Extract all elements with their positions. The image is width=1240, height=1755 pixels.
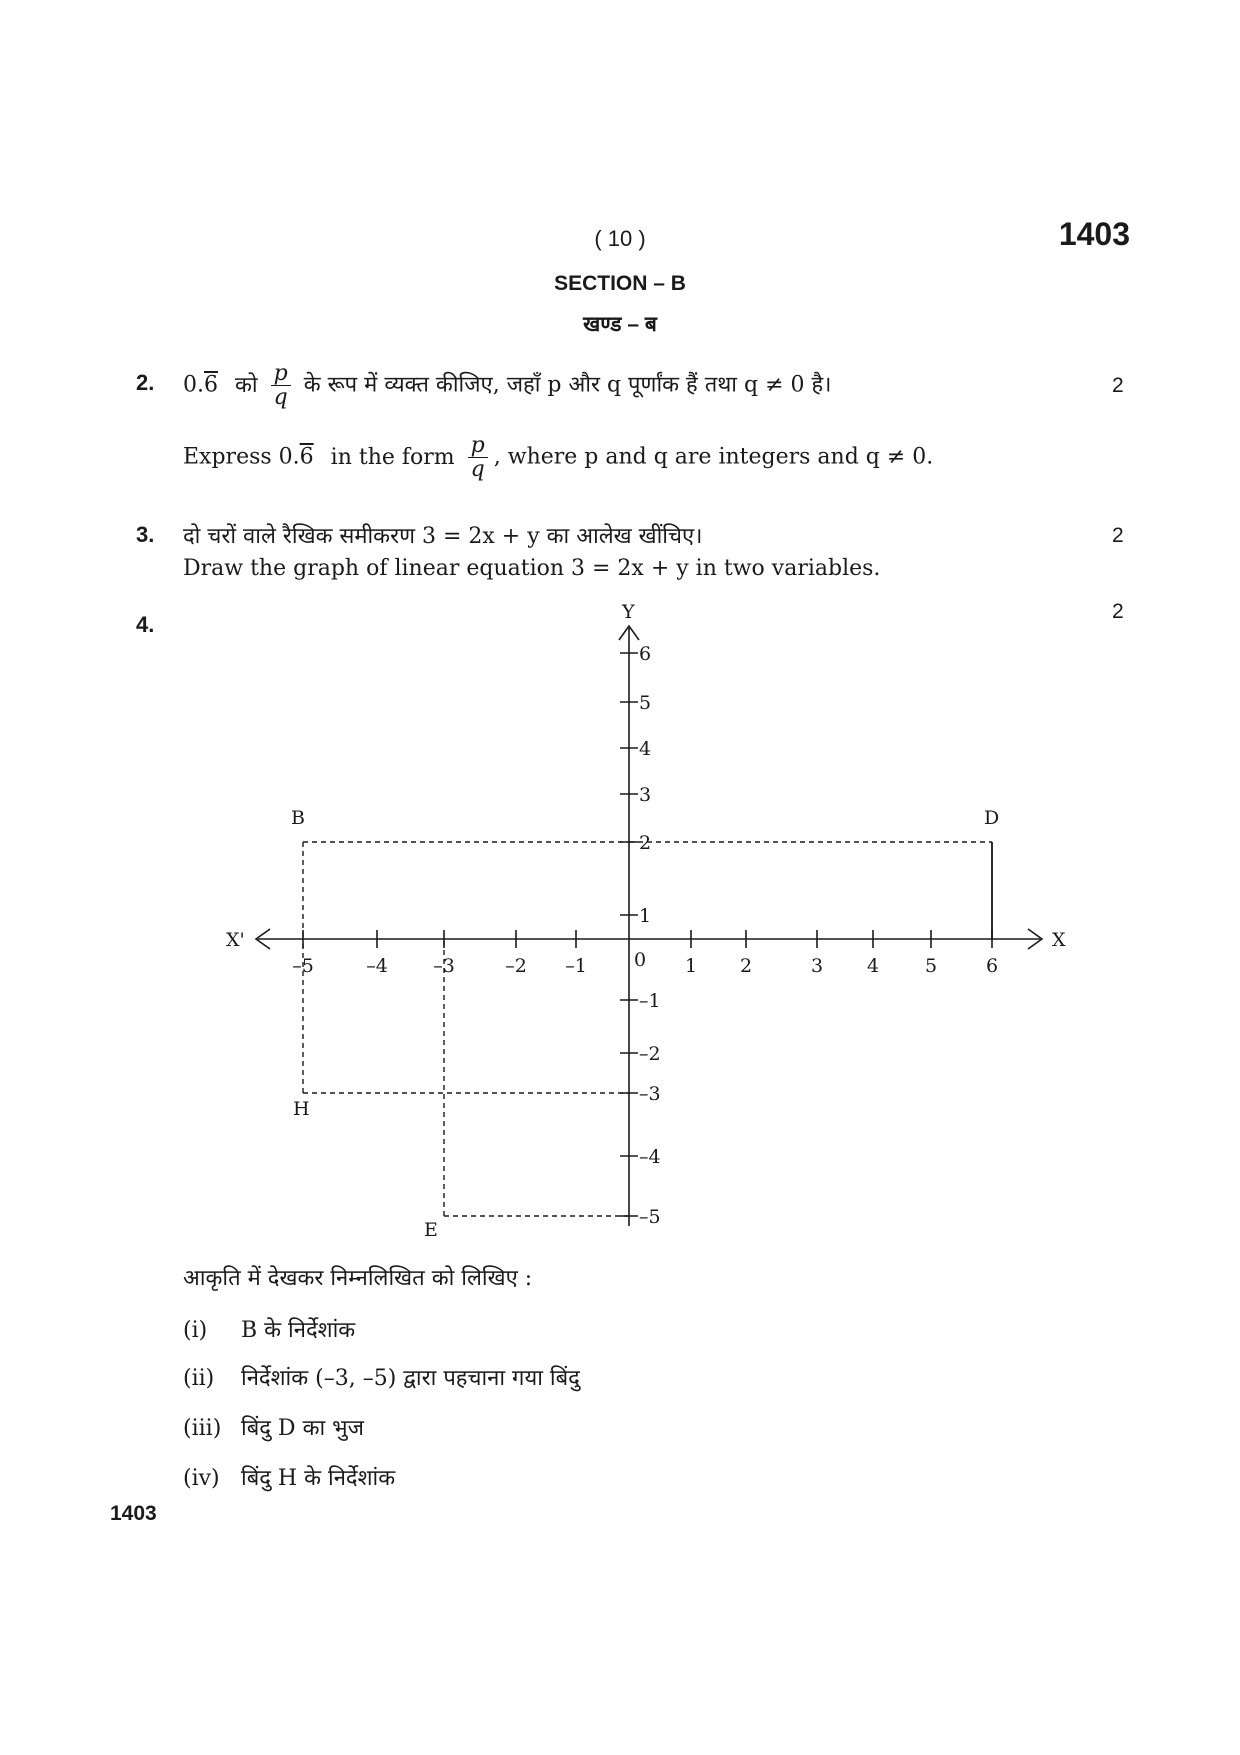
x-pos-axis-label: X: [1052, 929, 1066, 951]
point-label-E: E: [424, 1219, 438, 1241]
y-tick-label: 5: [639, 692, 652, 714]
x-tick-label: 6: [985, 955, 999, 977]
y-tick-label: 2: [639, 832, 652, 854]
x-tick-label: –1: [565, 955, 587, 977]
question-2-hindi: 0.6 को $\frac{p}{q}$ के रूप में व्यक्त कीजिए, जहाँ p और q पूर्णांक हैं तथा q ≠ 0 है।: [183, 361, 832, 411]
y-tick-label: –4: [639, 1146, 661, 1168]
x-tick-label: 4: [866, 955, 880, 977]
y-tick-label: 3: [639, 784, 652, 806]
x-neg-axis-label: X': [226, 929, 245, 951]
question-4-item-1: (i) B के निर्देशांक: [183, 1318, 356, 1343]
section-title-hindi: खण्ड – ब: [583, 313, 657, 336]
question-4-item-3: (iii) बिंदु D का भुज: [183, 1416, 364, 1441]
y-tick-label: 1: [639, 905, 652, 927]
question-3-number: 3.: [136, 522, 155, 547]
y-tick-label: 4: [639, 738, 652, 760]
page-number: ( 10 ): [594, 226, 646, 251]
question-4-item-2: (ii) निर्देशांक (–3, –5) द्वारा पहचाना गया बिंदु: [183, 1366, 580, 1391]
x-tick-label: –4: [366, 955, 388, 977]
paper-code-footer: 1403: [110, 1502, 157, 1525]
point-label-H: H: [293, 1098, 310, 1120]
point-label-D: D: [984, 807, 1000, 829]
x-tick-label: 2: [739, 955, 753, 977]
section-title-english: SECTION – B: [554, 272, 686, 295]
fraction-p-over-q-english: $\frac{p}{q}$: [468, 434, 488, 481]
y-tick-label: –3: [639, 1083, 661, 1105]
x-tick-label: 1: [684, 955, 698, 977]
y-tick-label: –5: [639, 1206, 661, 1228]
question-2-number: 2.: [136, 370, 155, 395]
paper-code-header: 1403: [1058, 216, 1130, 252]
question-2-english: Express 0.6 in the form $\frac{p}{q}$ , where p and q are integers and q ≠ 0.: [183, 433, 934, 483]
x-tick-label: –5: [292, 955, 314, 977]
question-3-english: Draw the graph of linear equation 3 = 2x + y in two variables.: [183, 556, 881, 581]
y-tick-label: –1: [639, 990, 661, 1012]
x-tick-label: –2: [505, 955, 527, 977]
x-tick-label: 5: [924, 955, 938, 977]
question-4-number: 4.: [136, 612, 155, 637]
origin-label: 0: [634, 949, 647, 971]
y-tick-label: 6: [639, 643, 652, 665]
x-tick-label: 3: [810, 955, 824, 977]
question-3-marks: 2: [1112, 524, 1124, 547]
point-label-B: B: [291, 807, 305, 829]
question-4-marks: 2: [1112, 600, 1124, 623]
question-2-marks: 2: [1112, 374, 1124, 397]
question-4-item-4: (iv) बिंदु H के निर्देशांक: [183, 1466, 396, 1491]
x-tick-label: –3: [433, 955, 455, 977]
y-tick-label: –2: [639, 1043, 661, 1065]
fraction-p-over-q: $\frac{p}{q}$: [271, 362, 291, 409]
question-4-instruction: आकृति में देखकर निम्नलिखित को लिखिए :: [183, 1266, 533, 1291]
question-3-hindi: दो चरों वाले रैखिक समीकरण 3 = 2x + y का आलेख खींचिए।: [183, 524, 703, 549]
y-axis-label: Y: [622, 601, 635, 623]
